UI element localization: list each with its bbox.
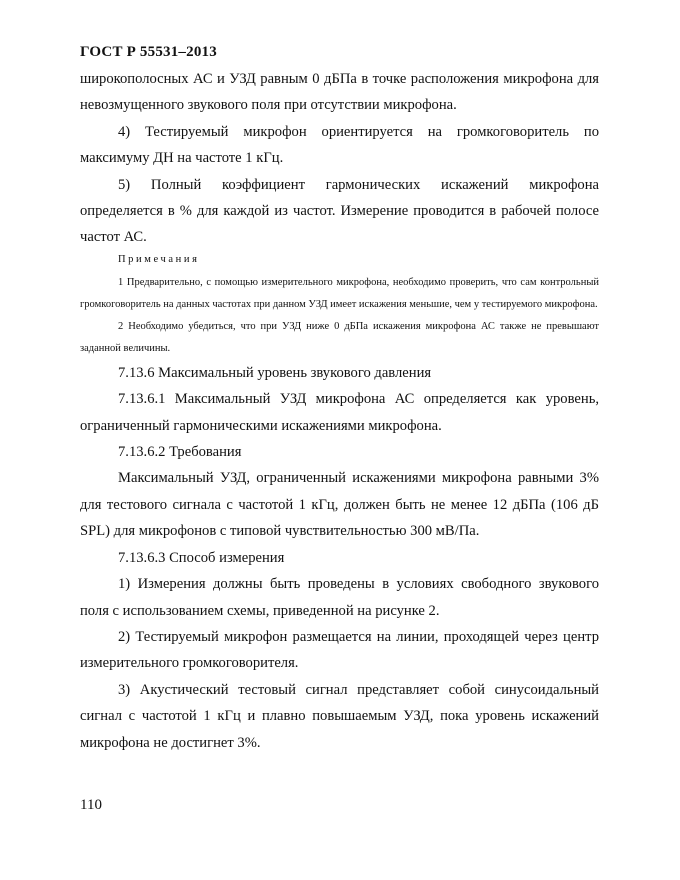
note-2: 2 Необходимо убедиться, что при УЗД ниже 0 дБПа искажения микрофона АС также не превышают заданной величины. [80, 320, 599, 354]
paragraph-7-13-6-1: 7.13.6.1 Максимальный УЗД микрофона АС определяется как уровень, ограниченный гармоническими искажениями микрофона. [80, 391, 599, 434]
method-step-1: 1) Измерения должны быть проведены в условиях свободного звукового поля с использованием схемы, приведенной на рисунке 2. [80, 576, 599, 619]
paragraph-continuation: широкополосных АС и УЗД равным 0 дБПа в точке расположения микрофона для невозмущенного звукового поля при отсутствии микрофона. [80, 71, 599, 114]
standard-code-header: ГОСТ Р 55531–2013 [80, 44, 217, 60]
note-1: 1 Предварительно, с помощью измерительного микрофона, необходимо проверить, что сам контрольный громкоговоритель на данных частотах при данном УЗД имеет искажения меньшие, чем у тестируемого микрофона. [80, 276, 599, 310]
section-heading-7-13-6-2: 7.13.6.2 Требования [118, 444, 242, 461]
paragraph-step-5: 5) Полный коэффициент гармонических искажений микрофона определяется в % для каждой из частот. Измерение проводится в рабочей полосе частот АС. [80, 176, 599, 246]
notes-title: Примечания [118, 253, 200, 265]
paragraph-requirements: Максимальный УЗД, ограниченный искажениями микрофона равными 3% для тестового сигнала с частотой 1 кГц, должен быть не менее 12 дБПа (106 дБ SPL) для микрофонов с типовой чувствительностью 300 мВ/Па. [80, 470, 599, 540]
document-body [80, 66, 599, 756]
page-number: 110 [80, 797, 102, 813]
paragraph-step-4: 4) Тестируемый микрофон ориентируется на громкоговоритель по максимуму ДН на частоте 1 кГц. [80, 123, 599, 167]
method-step-3: 3) Акустический тестовый сигнал представляет собой синусоидальный сигнал с частотой 1 кГц и плавно повышаемым УЗД, пока уровень искажений микрофона не достигнет 3%. [80, 681, 599, 751]
section-heading-7-13-6: 7.13.6 Максимальный уровень звукового давления [118, 364, 432, 381]
method-step-2: 2) Тестируемый микрофон размещается на линии, проходящей через центр измерительного громкоговорителя. [80, 628, 599, 672]
section-heading-7-13-6-3: 7.13.6.3 Способ измерения [118, 549, 285, 566]
